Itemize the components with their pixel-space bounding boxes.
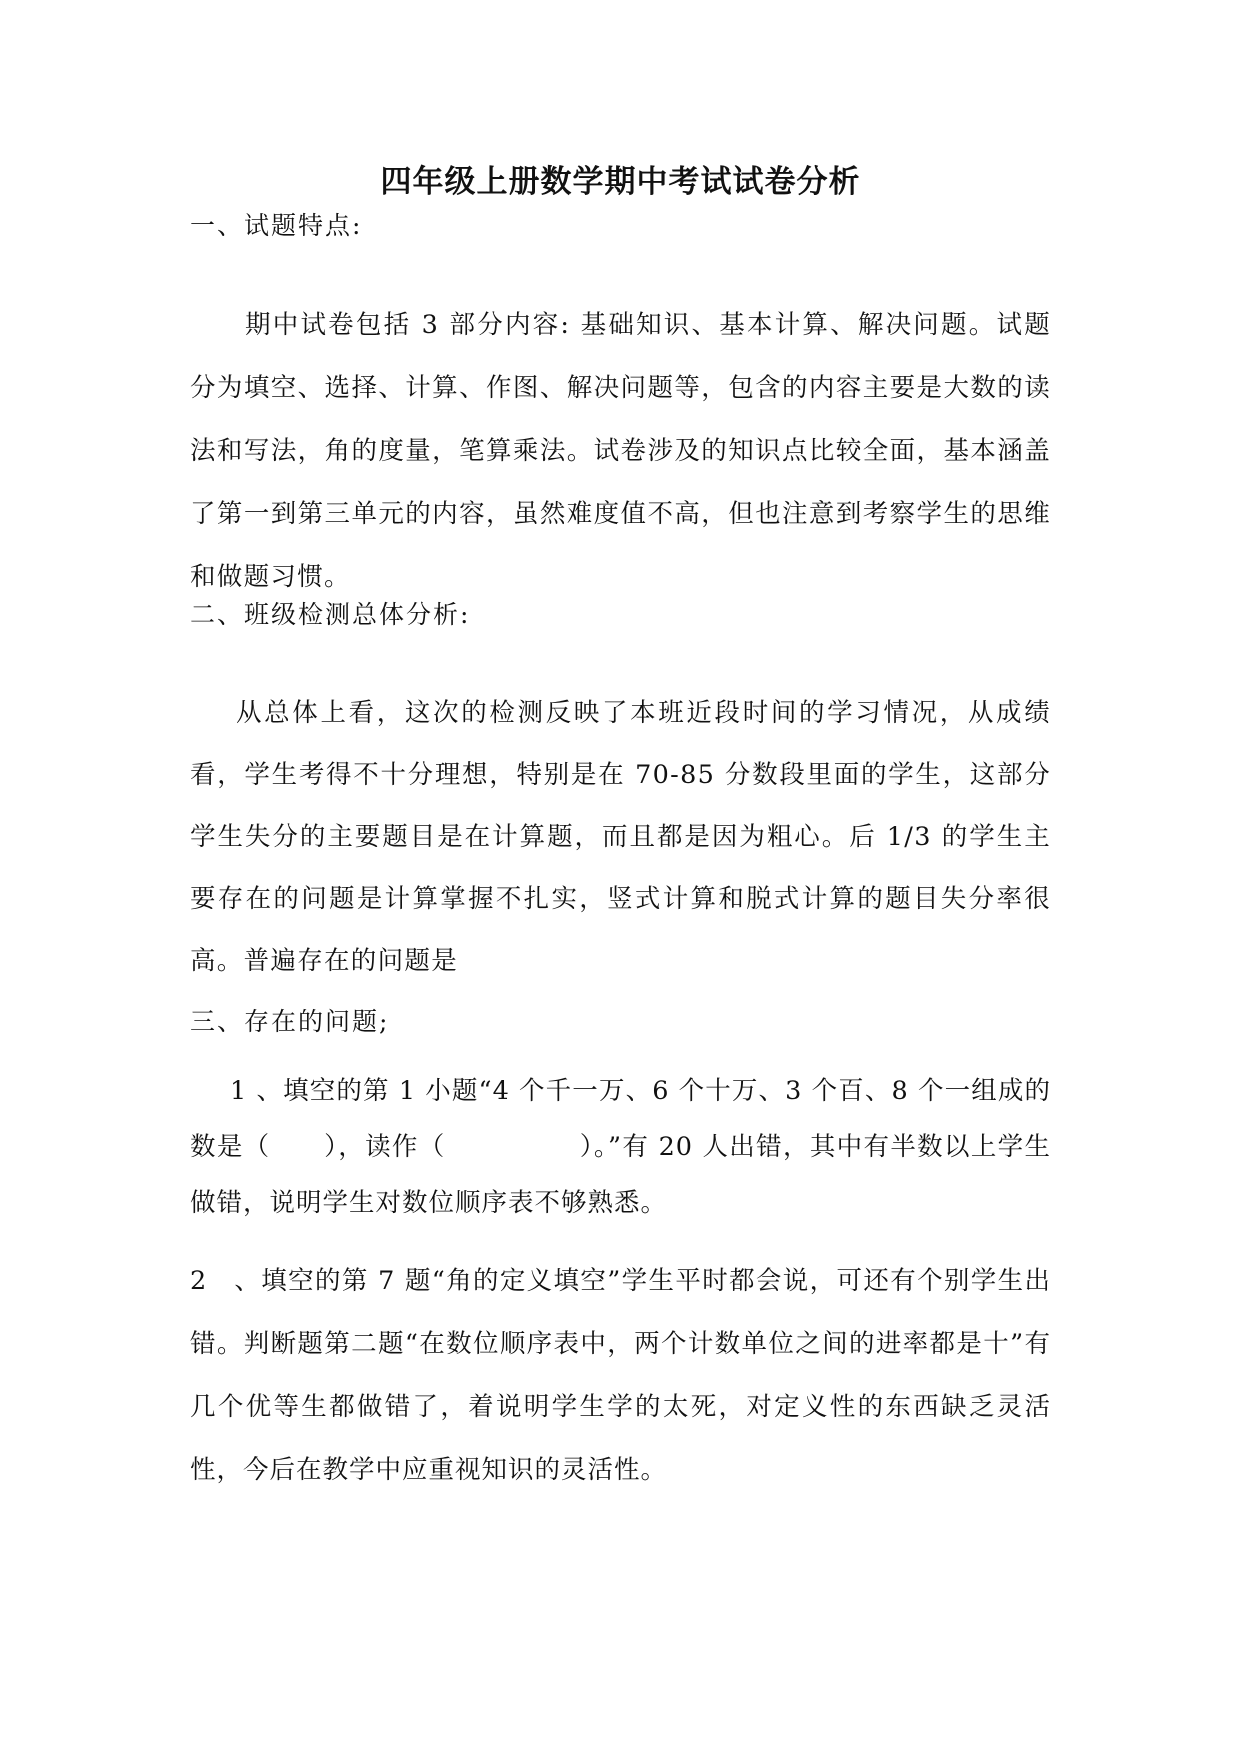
section-heading-features: 一、试题特点:	[190, 211, 363, 240]
page-title: 四年级上册数学期中考试试卷分析	[380, 164, 861, 200]
problem-item-1: 1 、填空的第 1 小题“4 个千一万、6 个十万、3 个百、8 个一组成的数是（ ），读作（ ）。”有 20 人出错，其中有半数以上学生做错，说明学生对数位顺序表不够熟悉。	[190, 1076, 1051, 1218]
section-heading-problems: 三、存在的问题;	[190, 1007, 390, 1036]
section-paragraph-class-analysis: 从总体上看，这次的检测反映了本班近段时间的学习情况，从成绩看，学生考得不十分理想，特别是在 70-85 分数段里面的学生，这部分学生失分的主要题目是在计算题，而且都是因为粗心。后 1/3 的学生主要存在的问题是计算掌握不扎实，竖式计算和脱式计算的题目失分率很高。普遍存在的问题是	[190, 698, 1051, 976]
section-heading-class-analysis: 二、班级检测总体分析:	[190, 600, 471, 629]
section-paragraph-features: 期中试卷包括 3 部分内容: 基础知识、基本计算、解决问题。试题分为填空、选择、计算、作图、解决问题等，包含的内容主要是大数的读法和写法，角的度量，笔算乘法。试卷涉及的知识点比较全面，基本涵盖了第一到第三单元的内容，虽然难度值不高，但也注意到考察学生的思维和做题习惯。	[190, 310, 1051, 592]
problem-item-2: 2 、填空的第 7 题“角的定义填空”学生平时都会说，可还有个别学生出错。判断题第二题“在数位顺序表中，两个计数单位之间的进率都是十”有几个优等生都做错了，着说明学生学的太死，对定义性的东西缺乏灵活性，今后在教学中应重视知识的灵活性。	[190, 1266, 1051, 1485]
